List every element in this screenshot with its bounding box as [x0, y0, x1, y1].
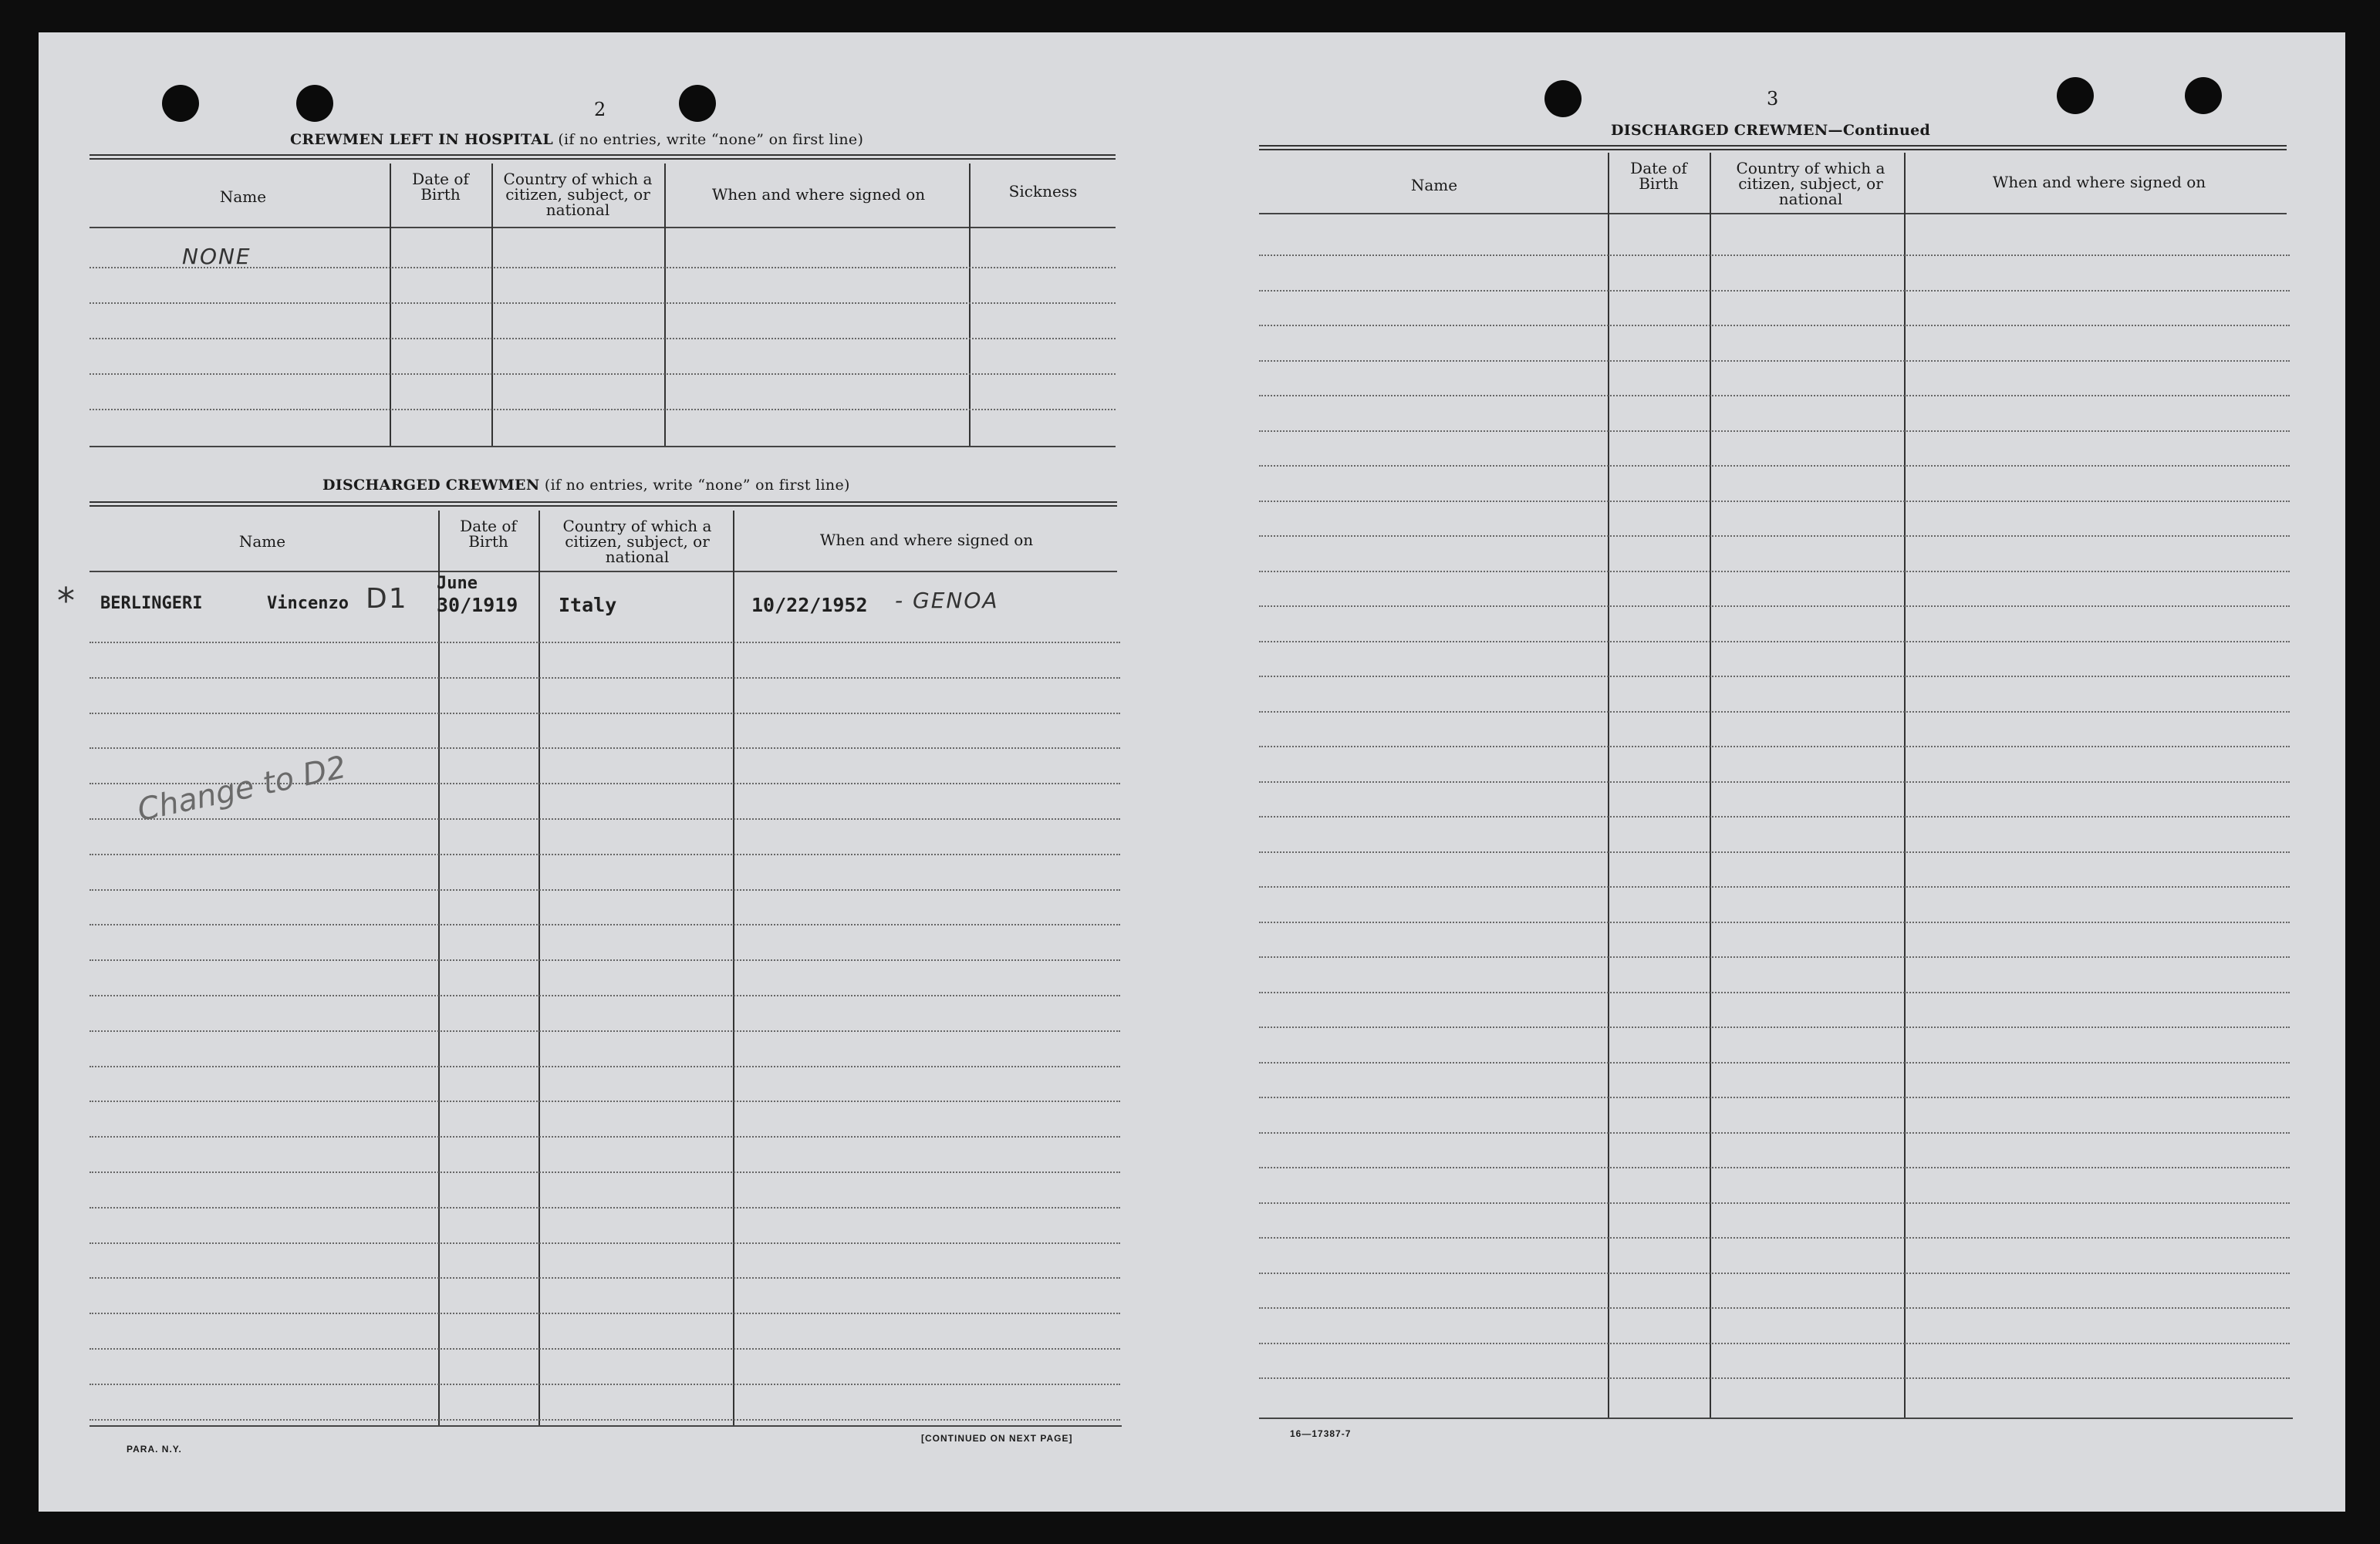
- table-row-line: [89, 642, 1120, 643]
- table-row-line: [1259, 1167, 2290, 1168]
- discharged-col-country: Country of which a citizen, subject, or national: [562, 517, 712, 566]
- right-col-dob: Date of Birth: [1630, 159, 1687, 193]
- hospital-top-rule: [89, 154, 1116, 160]
- hospital-col-sickness: Sickness: [1008, 182, 1078, 201]
- entry-hand-suffix: D1: [366, 583, 408, 615]
- table-row-line: [1259, 395, 2290, 396]
- discharged-col-name: Name: [238, 532, 286, 551]
- right-bottom-rule: [1259, 1418, 2293, 1419]
- hospital-section-title: [290, 131, 863, 148]
- hospital-row-line: [89, 302, 1116, 304]
- hospital-col-divider: [664, 164, 666, 446]
- table-row-line: [89, 1171, 1120, 1173]
- entry-dob-month: June: [437, 574, 478, 593]
- table-row-line: [89, 995, 1120, 996]
- right-col-signed: When and where signed on: [1992, 173, 2206, 191]
- table-row-line: [89, 713, 1120, 714]
- hospital-col-signed: When and where signed on: [711, 185, 926, 204]
- entry-country: Italy: [559, 594, 617, 616]
- punch-hole: [296, 85, 333, 122]
- table-row-line: [89, 1207, 1120, 1209]
- discharged-top-rule: [89, 501, 1117, 507]
- right-top-rule: [1259, 145, 2287, 150]
- punch-hole: [679, 85, 716, 122]
- entry-mark: *: [57, 580, 76, 622]
- table-row-line: [1259, 1237, 2290, 1239]
- table-row-line: [1259, 641, 2290, 642]
- hospital-col-dob: Date of Birth: [412, 170, 469, 204]
- punch-hole: [162, 85, 199, 122]
- table-row-line: [89, 1030, 1120, 1032]
- right-col-divider: [1904, 153, 1906, 1418]
- page-number-left: 2: [594, 99, 606, 120]
- table-row-line: [89, 1384, 1120, 1385]
- table-row-line: [1259, 255, 2290, 256]
- table-row-line: [1259, 676, 2290, 677]
- table-row-line: [1259, 1027, 2290, 1028]
- continued-title-suffix: —Continued: [1828, 122, 1931, 139]
- table-row-line: [1259, 992, 2290, 993]
- table-row-line: [1259, 886, 2290, 888]
- punch-hole: [2057, 77, 2094, 114]
- table-row-line: [89, 889, 1120, 891]
- hospital-col-name: Name: [219, 187, 267, 206]
- discharged-col-dob: Date of Birth: [460, 517, 517, 551]
- entry-dob-date: 30/1919: [437, 594, 518, 616]
- table-row-line: [1259, 1097, 2290, 1098]
- hospital-row-line: [89, 373, 1116, 375]
- table-row-line: [1259, 465, 2290, 467]
- hospital-entry-none: NONE: [182, 244, 252, 269]
- punch-hole: [2185, 77, 2222, 114]
- table-row-line: [89, 1348, 1120, 1350]
- table-row-line: [1259, 1343, 2290, 1344]
- page-number-right: 3: [1767, 88, 1779, 110]
- table-row-line: [89, 959, 1120, 961]
- discharged-col-signed: When and where signed on: [819, 531, 1034, 549]
- table-row-line: [1259, 816, 2290, 818]
- table-row-line: [89, 1277, 1120, 1279]
- table-row-line: [1259, 605, 2290, 607]
- table-row-line: [89, 818, 1120, 820]
- hospital-bottom-rule: [89, 446, 1116, 447]
- table-row-line: [1259, 360, 2290, 362]
- discharged-title-note: (if no entries, write “none” on first line): [539, 477, 850, 494]
- table-row-line: [1259, 781, 2290, 783]
- table-row-line: [1259, 1202, 2290, 1204]
- table-row-line: [1259, 501, 2290, 502]
- printer-mark: PARA. N.Y.: [127, 1444, 182, 1455]
- table-row-line: [1259, 956, 2290, 958]
- hospital-col-country: Country of which a citizen, subject, or national: [503, 170, 653, 219]
- right-col-name: Name: [1410, 176, 1458, 194]
- table-row-line: [1259, 325, 2290, 326]
- continued-section-title: [1611, 122, 1930, 139]
- discharged-header-rule: [89, 571, 1117, 572]
- discharged-bottom-rule: [89, 1425, 1122, 1427]
- table-row-line: [89, 1419, 1120, 1421]
- pencil-annotation: Change to D2: [134, 749, 349, 829]
- discharged-section-title: [322, 477, 850, 494]
- right-col-divider: [1710, 153, 1711, 1418]
- table-row-line: [1259, 571, 2290, 572]
- table-row-line: [1259, 711, 2290, 713]
- hospital-title-bold: CREWMEN LEFT IN HOSPITAL: [290, 131, 553, 148]
- table-row-line: [1259, 1307, 2290, 1309]
- table-row-line: [89, 854, 1120, 855]
- table-row-line: [1259, 746, 2290, 747]
- table-row-line: [89, 677, 1120, 679]
- hospital-header-rule: [89, 227, 1116, 228]
- table-row-line: [1259, 1132, 2290, 1134]
- continued-title-bold: DISCHARGED CREWMEN: [1611, 122, 1828, 139]
- hospital-col-divider: [491, 164, 493, 446]
- continued-note: [CONTINUED ON NEXT PAGE]: [921, 1433, 1073, 1444]
- table-row-line: [1259, 290, 2290, 292]
- entry-given-name: Vincenzo: [267, 594, 349, 613]
- table-row-line: [89, 1242, 1120, 1244]
- entry-signed-place: - GENOA: [895, 588, 999, 613]
- discharged-title-bold: DISCHARGED CREWMEN: [322, 477, 540, 494]
- table-row-line: [89, 1313, 1120, 1314]
- hospital-col-divider: [390, 164, 391, 446]
- entry-surname: BERLINGERI: [100, 594, 203, 613]
- table-row-line: [1259, 535, 2290, 537]
- right-header-rule: [1259, 213, 2287, 214]
- table-row-line: [89, 1066, 1120, 1067]
- right-col-divider: [1608, 153, 1609, 1418]
- table-row-line: [1259, 430, 2290, 432]
- right-col-country: Country of which a citizen, subject, or national: [1736, 159, 1885, 208]
- punch-hole: [1544, 80, 1582, 117]
- table-row-line: [89, 1101, 1120, 1102]
- hospital-col-divider: [969, 164, 971, 446]
- table-row-line: [1259, 1062, 2290, 1064]
- table-row-line: [1259, 1273, 2290, 1274]
- table-row-line: [89, 1136, 1120, 1138]
- hospital-title-note: (if no entries, write “none” on first line): [552, 131, 864, 148]
- hospital-row-line: [89, 338, 1116, 339]
- discharged-col-divider: [438, 511, 440, 1427]
- table-row-line: [1259, 1377, 2290, 1379]
- table-row-line: [1259, 922, 2290, 923]
- discharged-col-divider: [733, 511, 734, 1427]
- hospital-row-line: [89, 409, 1116, 410]
- form-number: 16—17387-7: [1290, 1428, 1352, 1439]
- table-row-line: [89, 924, 1120, 925]
- table-row-line: [1259, 851, 2290, 853]
- table-row-line: [89, 747, 1120, 749]
- discharged-col-divider: [538, 511, 540, 1427]
- entry-signed-date: 10/22/1952: [751, 594, 868, 616]
